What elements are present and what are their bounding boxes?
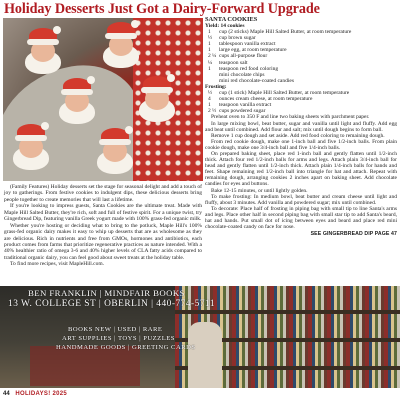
ad-tagline: ART SUPPLIES | TOYS | PUZZLES: [62, 335, 175, 342]
ingredient-text: mini red chocolate-coated candies: [219, 77, 294, 84]
ingredient-text: mini chocolate chips: [219, 71, 265, 78]
ingredient-amount: 2 ¼: [208, 53, 217, 60]
article-paragraph: Whether you're hosting or deciding what to bring to the potluck, Maple Hill's 100% grass-fed organic dairy makes it easy to whip up desserts that are as wholesome as they are delicious. Rich in nutrients and free from GMOs, hormones and antibiotics, each product comes from farms that prioritize regenerative practices as nature intended. With a 40% healthier ratio of omega 3-6 and 40% higher levels of CLA fatty acids compared to traditional organic dairy, you can feel good about sweet treats at the holiday table.: [4, 222, 202, 261]
article-body: [4, 184, 202, 268]
bookstore-advertisement: [0, 286, 400, 388]
recipe-step: Bake 12-15 minutes, or until lightly golden.: [211, 187, 308, 194]
ingredient-amount: 1: [208, 41, 211, 48]
ingredient-amount: 1: [208, 29, 211, 36]
ingredient-amount: ½: [208, 35, 213, 42]
article-paragraph: (Family Features) Holiday desserts set the stage for seasonal delight and add a touch of joy to gatherings. From festive cookies to indulgent dips, these delicious desserts bring people together to create memories that will last a lifetime.: [4, 184, 202, 203]
ingredient-amount: 1: [208, 65, 211, 72]
ingredient-amount: 4: [208, 96, 211, 103]
recipe-steps: [205, 114, 397, 230]
santa-cookies-photo: [3, 18, 203, 181]
ingredient-amount: 2 ½: [208, 108, 217, 115]
ingredient-text: ounces cream cheese, at room temperature: [219, 96, 313, 103]
ingredient-text: cups all-purpose flour: [219, 53, 268, 60]
ad-tagline: HANDMADE GOODS | GREETING CARDS: [56, 344, 196, 351]
page-footer: [3, 390, 203, 400]
ad-tagline: BOOKS NEW | USED | RARE: [68, 326, 163, 333]
ingredient-row: [205, 78, 397, 84]
frosting-list: [205, 90, 397, 114]
recipe-step: Preheat oven to 350 F and line two baking sheets with parchment paper.: [211, 114, 370, 121]
ingredient-text: teaspoon red food coloring: [219, 65, 279, 72]
page-headline: Holiday Desserts Just Got a Dairy-Forward Upgrade: [4, 1, 320, 17]
recipe-step: To decorate: Place half of frosting in piping bag with small tip to line Santa's arms and legs. Place other half in second piping bag with small star tip to add Santa's beard, hat and hands. Put small dot of icing between eyes and beard and place red mini chocolate-coated candy on face for nose.: [205, 205, 397, 231]
recipe-step: From red cookie dough, make one 1-inch ball and five 1/2-inch balls. From plain cookie dough, make one 3/4-inch ball and five 1/4-inch balls.: [205, 138, 397, 151]
ingredient-amount: 1: [208, 47, 211, 54]
frosting-heading: Frosting:: [205, 83, 227, 90]
ingredient-text: cup brown sugar: [219, 35, 256, 42]
page-number: 44: [3, 391, 10, 397]
recipe-step: In large mixing bowl, beat butter, sugar and vanilla until light and fluffy. Add egg and beat until combined. Add flour and salt; mix until dough begins to form ball.: [205, 120, 397, 133]
recipe-title: SANTA COOKIES: [205, 16, 258, 23]
ingredient-text: cup (2 sticks) Maple Hill Salted Butter, at room temperature: [219, 29, 352, 36]
recipe-step: Remove 1 cup dough and set aside. Add red food coloring to remaining dough.: [211, 132, 385, 139]
ingredient-text: teaspoon salt: [219, 59, 248, 66]
ad-store-name: BEN FRANKLIN | MINDFAIR BOOKS: [28, 288, 185, 298]
ingredient-amount: ½: [208, 90, 213, 97]
ad-store-address: 13 W. COLLEGE ST | OBERLIN | 440-774-5711: [8, 299, 216, 309]
magazine-name: HOLIDAYS! 2025: [15, 391, 68, 397]
article-paragraph: To find more recipes, visit MapleHill.com.: [10, 261, 105, 268]
article-paragraph: If you're looking to impress guests, Santa Cookies are the ultimate treat. Made with Maple Hill Salted Butter, they're rich, soft and full of festive spirit. For a unique twist, try Gingerbread Dip, featuring vanilla Greek yogurt made with 100% grass-fed organic milk.: [4, 203, 202, 223]
ingredient-text: teaspoon vanilla extract: [219, 102, 272, 109]
recipe-step: To make frosting: In medium bowl, beat butter and cream cheese until light and fluffy, about 3 minutes. Add vanilla and powdered sugar; mix until combined.: [205, 193, 397, 206]
ingredient-list: [205, 29, 397, 84]
recipe-column: [205, 16, 397, 237]
shopper-figure: [188, 322, 222, 388]
recipe-step: On prepared baking sheet, place red 1-inch ball and gently flatten until 1/2-inch thick. Attach four red 1/2-inch balls for arms and legs. Attach plain 3/4-inch ball for head and gently flatten until 1/2-inch thick. Attach plain 1/4-inch balls for hands and feet. Shape remaining red 1/2-inch ball into triangle for hat and attach. Repeat with remaining dough, arranging cookies 2 inches apart on baking sheet. Add chocolate candies for eyes and buttons.: [205, 150, 397, 188]
ingredient-text: tablespoon vanilla extract: [219, 41, 276, 48]
ingredient-text: cups powdered sugar: [219, 108, 266, 115]
ingredient-amount: ¼: [208, 59, 213, 66]
ingredient-text: cup (1 stick) Maple Hill Salted Butter, at room temperature: [219, 90, 350, 97]
ingredient-amount: 1: [208, 102, 211, 109]
ingredient-text: large egg, at room temperature: [219, 47, 287, 54]
continued-reference: SEE GINGERBREAD DIP PAGE 47: [310, 231, 397, 238]
recipe-yield: Yield: 14 cookies: [205, 23, 245, 29]
